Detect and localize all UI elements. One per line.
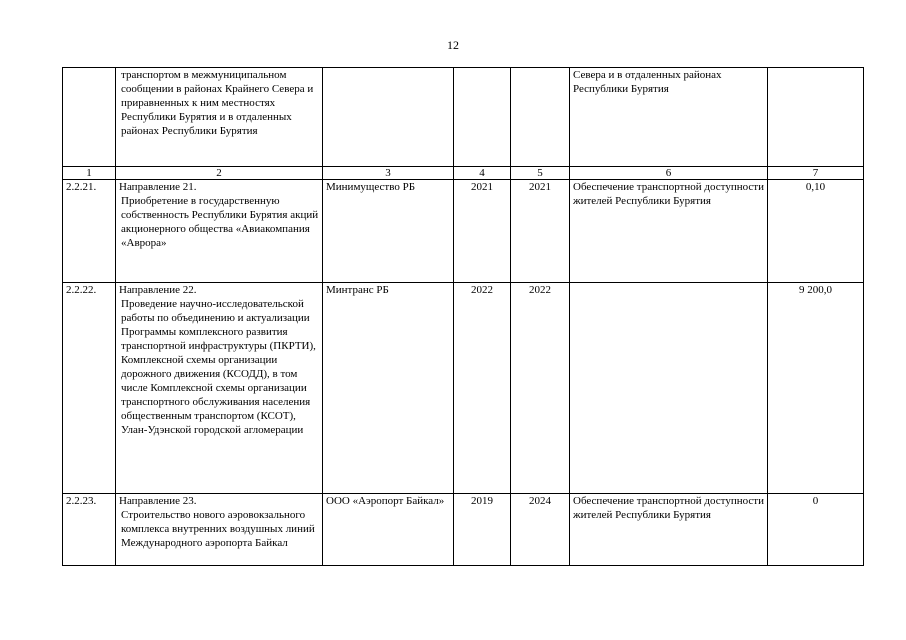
colnum-5: 5	[511, 167, 570, 180]
cont-cell-4	[454, 68, 511, 167]
row-code: 2.2.21.	[63, 180, 116, 283]
page-number: 12	[447, 38, 459, 52]
row-result: Обеспечение транспортной доступности жителей Республики Бурятия	[570, 494, 768, 566]
cont-cell-1	[63, 68, 116, 167]
colnum-7: 7	[768, 167, 864, 180]
colnum-6: 6	[570, 167, 768, 180]
row-code: 2.2.22.	[63, 283, 116, 494]
row-amount: 0	[768, 494, 864, 566]
row-end-year: 2021	[511, 180, 570, 283]
row-end-year: 2022	[511, 283, 570, 494]
row-direction-cell	[116, 180, 323, 283]
row-code: 2.2.23.	[63, 494, 116, 566]
colnum-1: 1	[63, 167, 116, 180]
row-executor: Минтранс РБ	[323, 283, 454, 494]
row-direction: Направление 23.	[119, 495, 197, 507]
row-result: Обеспечение транспортной доступности жителей Республики Бурятия	[570, 180, 768, 283]
row-executor: Минимущество РБ	[323, 180, 454, 283]
row-direction-cell	[116, 494, 323, 566]
row-direction: Направление 21.	[119, 181, 197, 193]
row-amount: 0,10	[768, 180, 864, 283]
table-row	[63, 283, 864, 494]
row-direction: Направление 22.	[119, 284, 197, 296]
continuation-row	[63, 68, 864, 167]
cont-description: транспортом в межмуниципальном сообщении в районах Крайнего Севера и приравненных к ним местностях Республики Бурятия и в отдаленных районах Республики Бурятия	[121, 69, 314, 137]
cont-cell-6: Севера и в отдаленных районах Республики Бурятия	[570, 68, 768, 167]
row-start-year: 2019	[454, 494, 511, 566]
row-direction-cell	[116, 283, 323, 494]
cont-cell-5	[511, 68, 570, 167]
row-amount: 9 200,0	[768, 283, 864, 494]
row-executor: ООО «Аэропорт Байкал»	[323, 494, 454, 566]
cont-cell-3	[323, 68, 454, 167]
colnum-3: 3	[323, 167, 454, 180]
row-description: Приобретение в государственную собственность Республики Бурятия акций акционерного общества «Авиакомпания «Аврора»	[121, 195, 319, 249]
row-description: Строительство нового аэровокзального комплекса внутренних воздушных линий Международного аэропорта Байкал	[121, 509, 315, 549]
row-start-year: 2022	[454, 283, 511, 494]
table-row	[63, 180, 864, 283]
colnum-4: 4	[454, 167, 511, 180]
measures-table	[62, 67, 864, 566]
cont-cell-2	[116, 68, 323, 167]
row-end-year: 2024	[511, 494, 570, 566]
column-number-row	[63, 167, 864, 180]
table-row	[63, 494, 864, 566]
row-start-year: 2021	[454, 180, 511, 283]
row-description: Проведение научно-исследовательской работы по объединению и актуализации Программы комплексного развития транспортной инфраструктуры (ПКРТИ), Комплексной схемы организации дорожного движения (КСОДД), в том числе Комплексной схемы организации транспортного обслуживания населения общественным транспортом (КСОТ), Улан-Удэнской городской агломерации	[121, 298, 316, 436]
colnum-2: 2	[116, 167, 323, 180]
cont-cell-7	[768, 68, 864, 167]
row-result	[570, 283, 768, 494]
